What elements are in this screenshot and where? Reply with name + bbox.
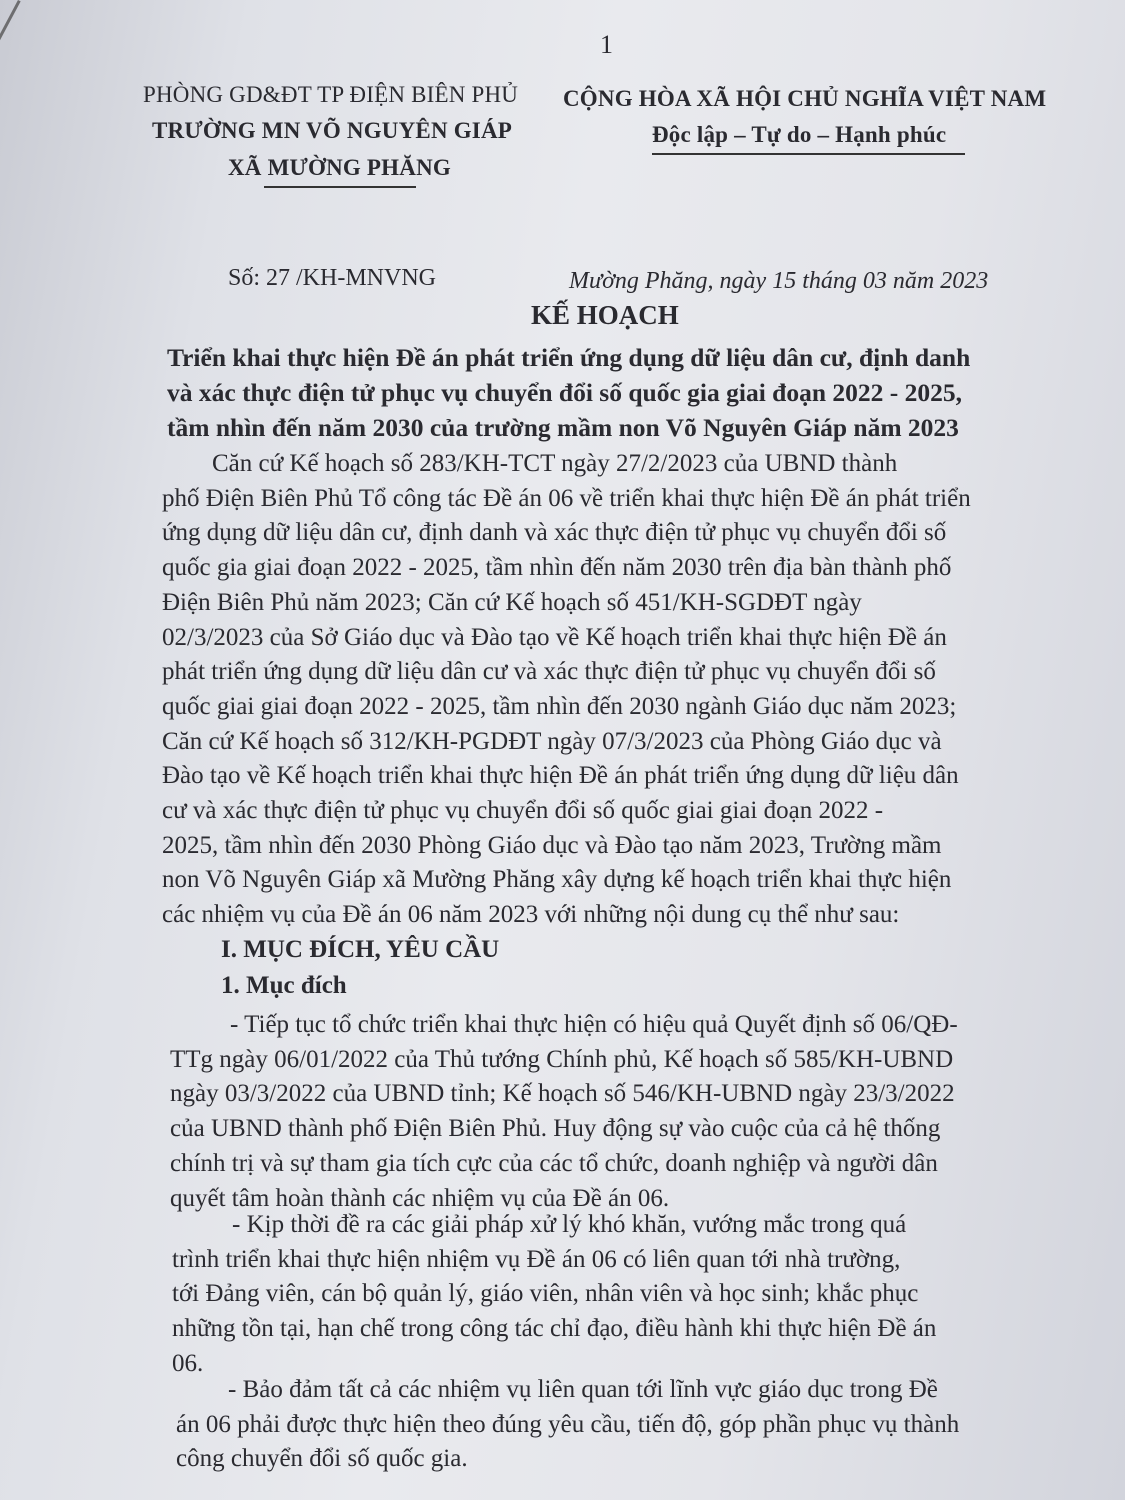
body-line: cư và xác thực điện tử phục vụ chuyển đổi số quốc giai giai đoạn 2022 - bbox=[162, 797, 884, 825]
body-line: Căn cứ Kế hoạch số 312/KH-PGDĐT ngày 07/3/2023 của Phòng Giáo dục và bbox=[162, 727, 942, 755]
header-motto: Độc lập – Tự do – Hạnh phúc bbox=[652, 122, 947, 147]
body-line: - Kịp thời đề ra các giải pháp xử lý khó khăn, vướng mắc trong quá bbox=[232, 1211, 907, 1238]
body-line: án 06 phải được thực hiện theo đúng yêu cầu, tiến độ, góp phần phục vụ thành bbox=[176, 1410, 960, 1438]
body-line: quốc gia giai đoạn 2022 - 2025, tầm nhìn đến năm 2030 trên địa bàn thành phố bbox=[162, 554, 952, 582]
purpose-paragraph-1 bbox=[170, 1008, 1038, 1216]
subtitle-line: tầm nhìn đến năm 2030 của trường mầm non Võ Nguyên Giáp năm 2023 bbox=[167, 413, 959, 442]
body-line: các nhiệm vụ của Đề án 06 năm 2023 với những nội dung cụ thể như sau: bbox=[162, 901, 900, 929]
intro-paragraph bbox=[162, 447, 1058, 933]
body-line: non Võ Nguyên Giáp xã Mường Phăng xây dựng kế hoạch triển khai thực hiện bbox=[162, 866, 952, 894]
body-line: những tồn tại, hạn chế trong công tác chỉ đạo, điều hành khi thực hiện Đề án bbox=[172, 1315, 937, 1343]
body-line: quyết tâm hoàn thành các nhiệm vụ của Đề án 06. bbox=[170, 1184, 670, 1212]
document-title: KẾ HOẠCH bbox=[531, 300, 679, 330]
page-number: 1 bbox=[600, 30, 613, 59]
document-subtitle bbox=[160, 340, 1060, 445]
body-line: quốc giai giai đoạn 2022 - 2025, tầm nhìn đến 2030 ngành Giáo dục năm 2023; bbox=[162, 692, 957, 720]
body-line: chính trị và sự tham gia tích cực của các tổ chức, doanh nghiệp và người dân bbox=[170, 1149, 938, 1177]
body-line: Điện Biên Phủ năm 2023; Căn cứ Kế hoạch số 451/KH-SGDĐT ngày bbox=[162, 588, 862, 616]
header-left-underline bbox=[264, 186, 416, 188]
purpose-paragraph-3 bbox=[176, 1373, 1030, 1477]
header-commune: XÃ MƯỜNG PHĂNG bbox=[228, 155, 451, 180]
body-line: tới Đảng viên, cán bộ quản lý, giáo viên, nhân viên và học sinh; khắc phục bbox=[172, 1280, 919, 1308]
body-line: ứng dụng dữ liệu dân cư, định danh và xác thực điện tử phục vụ chuyển đổi số bbox=[162, 519, 947, 547]
body-line: phát triển ứng dụng dữ liệu dân cư và xác thực điện tử phục vụ chuyển đổi số bbox=[162, 658, 936, 686]
body-line: TTg ngày 06/01/2022 của Thủ tướng Chính phủ, Kế hoạch số 585/KH-UBND bbox=[170, 1045, 954, 1073]
header-school: TRƯỜNG MN VÕ NGUYÊN GIÁP bbox=[152, 118, 513, 143]
body-line: công chuyển đổi số quốc gia. bbox=[176, 1445, 468, 1473]
body-line: 02/3/2023 của Sở Giáo dục và Đào tạo về Kế hoạch triển khai thực hiện Đề án bbox=[162, 623, 947, 651]
body-line: Đào tạo về Kế hoạch triển khai thực hiện Đề án phát triển ứng dụng dữ liệu dân bbox=[162, 762, 959, 790]
purpose-paragraph-2 bbox=[172, 1208, 1034, 1382]
place-date: Mường Phăng, ngày 15 tháng 03 năm 2023 bbox=[569, 268, 989, 294]
body-line: của UBND thành phố Điện Biên Phủ. Huy động sự vào cuộc của cả hệ thống bbox=[170, 1115, 941, 1143]
subtitle-line: Triển khai thực hiện Đề án phát triển ứng dụng dữ liệu dân cư, định danh bbox=[167, 343, 971, 372]
header-department: PHÒNG GD&ĐT TP ĐIỆN BIÊN PHỦ bbox=[143, 82, 519, 107]
subtitle-line: và xác thực điện tử phục vụ chuyển đổi số quốc gia giai đoạn 2022 - 2025, bbox=[167, 378, 963, 407]
body-line: 2025, tầm nhìn đến 2030 Phòng Giáo dục và Đào tạo năm 2023, Trường mầm bbox=[162, 831, 942, 859]
header-right-underline bbox=[652, 153, 965, 155]
header-nation: CỘNG HÒA XÃ HỘI CHỦ NGHĨA VIỆT NAM bbox=[563, 86, 1047, 111]
body-line: 06. bbox=[172, 1349, 204, 1377]
body-line: Căn cứ Kế hoạch số 283/KH-TCT ngày 27/2/2023 của UBND thành bbox=[212, 450, 898, 477]
body-line: - Tiếp tục tổ chức triển khai thực hiện có hiệu quả Quyết định số 06/QĐ- bbox=[230, 1011, 958, 1038]
document-number: Số: 27 /KH-MNVNG bbox=[228, 265, 437, 291]
body-line: trình triển khai thực hiện nhiệm vụ Đề án 06 có liên quan tới nhà trường, bbox=[172, 1245, 901, 1273]
body-line: ngày 03/3/2022 của UBND tỉnh; Kế hoạch số 546/KH-UBND ngày 23/3/2022 bbox=[170, 1080, 955, 1108]
pen-mark bbox=[0, 0, 21, 42]
section-heading: I. MỤC ĐÍCH, YÊU CẦU bbox=[221, 936, 500, 963]
body-line: phố Điện Biên Phủ Tổ công tác Đề án 06 về triển khai thực hiện Đề án phát triển bbox=[162, 484, 971, 512]
body-line: - Bảo đảm tất cả các nhiệm vụ liên quan tới lĩnh vực giáo dục trong Đề bbox=[228, 1376, 938, 1403]
subsection-heading: 1. Mục đích bbox=[221, 972, 347, 999]
